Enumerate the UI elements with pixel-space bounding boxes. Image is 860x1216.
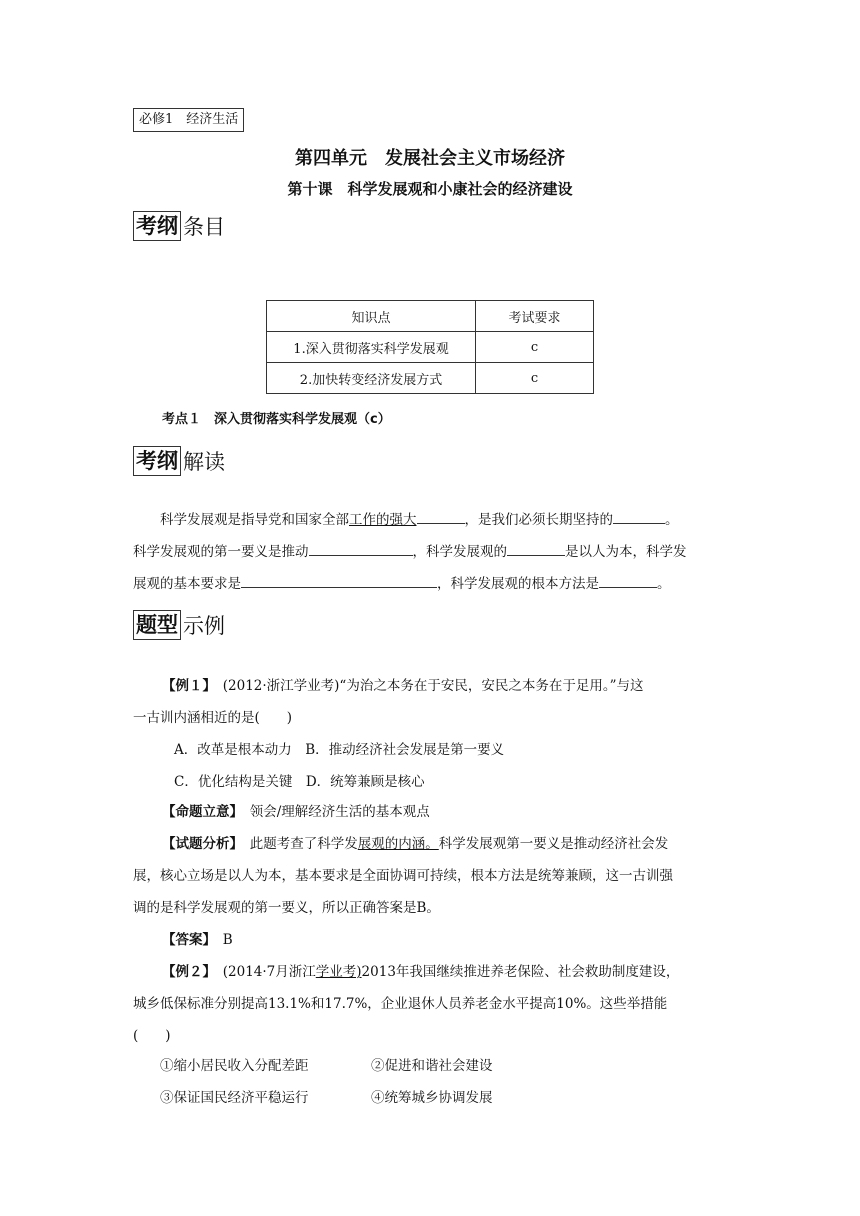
table-row [267, 332, 594, 363]
reading-line-3 [133, 570, 671, 598]
fill-blank [599, 573, 657, 588]
example1-analysis-line3: 调的是科学发展观的第一要义，所以正确答案是B。 [133, 900, 440, 916]
example2-option-1: ①缩小居民收入分配差距 [160, 1058, 309, 1074]
fill-blank [613, 509, 665, 524]
example1-intent [162, 798, 430, 826]
example1-stem-line1 [162, 672, 643, 700]
table-header-cell: 知识点 [267, 301, 476, 332]
example1-analysis-line2: 展，核心立场是以人为本，基本要求是全面协调可持续，根本方法是统筹兼顾，这一古训强 [133, 868, 673, 884]
example2-option-3: ③保证国民经济平稳运行 [160, 1090, 309, 1106]
text-span: 科学发展观是指导党和国家全部 [160, 512, 349, 528]
answer-label: 【答案】 [162, 932, 210, 948]
text-span: (2014·7月浙江 [209, 964, 316, 980]
example2-stem-line3: ( ) [133, 1028, 171, 1044]
text-span: 此题考查了科学发 [236, 836, 358, 852]
table-header-row [267, 301, 594, 332]
fill-blank [241, 573, 437, 588]
example1-answer [162, 926, 233, 954]
text-span: 2013年我国继续推进养老保险、社会救助制度建设， [361, 964, 680, 980]
fill-blank [309, 541, 413, 556]
requirements-table [266, 300, 594, 394]
text-span: ，科学发展观的根本方法是 [437, 576, 599, 592]
fill-blank [417, 509, 465, 524]
lesson-title: 第十课 科学发展观和小康社会的经济建设 [287, 180, 573, 198]
reading-line-1 [160, 506, 679, 534]
example2-option-4: ④统筹城乡协调发展 [371, 1090, 493, 1106]
text-span: ，是我们必须长期坚持的 [464, 512, 613, 528]
table-cell: 2.加快转变经济发展方式 [267, 363, 476, 394]
text-span: ，科学发展观的 [412, 544, 507, 560]
example2-option-2: ②促进和谐社会建设 [371, 1058, 493, 1074]
section-heading-examples [133, 610, 225, 640]
section-heading-reading [133, 446, 225, 476]
text-span: 展观的基本要求是 [133, 576, 241, 592]
example2-stem-line1 [162, 958, 679, 986]
reading-line-2 [133, 538, 687, 566]
underlined-text: 展观的内涵。 [357, 836, 439, 852]
table-cell: c [476, 363, 594, 394]
text-span: 是以人为本，科学发 [565, 544, 687, 560]
text-span: 领会/理解经济生活的基本观点 [236, 804, 430, 820]
example2-stem-line2: 城乡低保标准分别提高13.1%和17.7%，企业退休人员养老金水平提高10%。这些举措能 [133, 996, 668, 1012]
example1-stem-line2: 一古训内涵相近的是( ) [133, 710, 293, 726]
text-span: 。 [657, 576, 671, 592]
kaodian-heading: 考点１ 深入贯彻落实科学发展观（c） [162, 412, 391, 427]
example-label: 【例２】 [162, 964, 210, 980]
text-span: (2012·浙江学业考)“为治之本务在于安民，安民之本务在于足用。”与这 [209, 678, 644, 694]
intent-label: 【命题立意】 [162, 804, 237, 820]
text-span: 科学发展观的第一要义是推动 [133, 544, 309, 560]
text-span: B [209, 932, 233, 948]
unit-title: 第四单元 发展社会主义市场经济 [295, 148, 565, 169]
section-box-label: 考纲 [133, 211, 181, 241]
course-tag: 必修1 经济生活 [133, 108, 244, 132]
underlined-text: 工作的强大 [349, 512, 417, 528]
example1-analysis-line1 [162, 830, 668, 858]
example1-options-cd: C．优化结构是关键 D．统筹兼顾是核心 [174, 774, 425, 790]
table-header-cell: 考试要求 [476, 301, 594, 332]
section-rest-label: 条目 [183, 215, 225, 239]
underlined-text: 学业考) [315, 964, 362, 980]
table-row [267, 363, 594, 394]
example-label: 【例１】 [162, 678, 210, 694]
text-span: 科学发展观第一要义是推动经济社会发 [438, 836, 669, 852]
example1-options-ab: A．改革是根本动力 B．推动经济社会发展是第一要义 [174, 742, 505, 758]
table-cell: c [476, 332, 594, 363]
section-rest-label: 示例 [183, 614, 225, 638]
fill-blank [507, 541, 565, 556]
text-span: 。 [665, 512, 679, 528]
section-rest-label: 解读 [183, 450, 225, 474]
section-heading-outline [133, 211, 225, 241]
table-cell: 1.深入贯彻落实科学发展观 [267, 332, 476, 363]
section-box-label: 考纲 [133, 446, 181, 476]
section-box-label: 题型 [133, 610, 181, 640]
analysis-label: 【试题分析】 [162, 836, 237, 852]
